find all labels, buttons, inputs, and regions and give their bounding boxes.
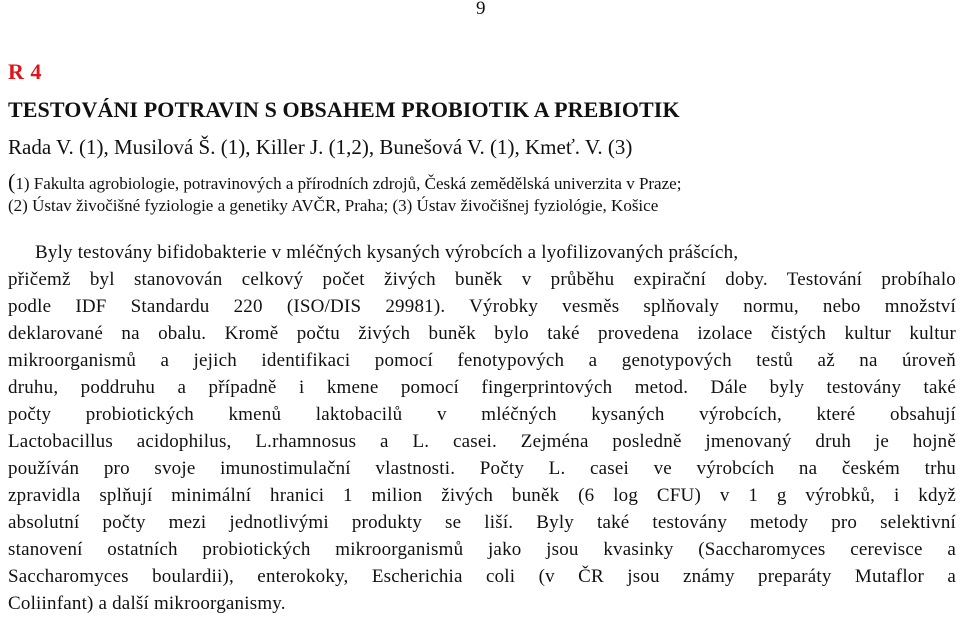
abstract-line: přičemž byl stanovován celkový počet živých buněk v průběhu expirační doby. Testování probíhalo bbox=[8, 269, 956, 290]
abstract-line: používán pro svoje imunostimulační vlastnosti. Počty L. casei ve výrobcích na českém trhu bbox=[8, 458, 956, 479]
abstract-line: podle IDF Standardu 220 (ISO/DIS 29981). Výrobky vesměs splňovaly normu, nebo množství bbox=[8, 296, 956, 317]
affiliation-line-2: (2) Ústav živočišné fyziologie a genetiky AVČR, Praha; (3) Ústav živočišnej fyziológie, Košice bbox=[8, 196, 659, 215]
abstract-line: druhu, poddruhu a případně i kmene pomocí fingerprintových metod. Dále byly testovány také bbox=[8, 377, 956, 398]
author-list: Rada V. (1), Musilová Š. (1), Killer J. (1,2), Bunešová V. (1), Kmeť. V. (3) bbox=[8, 135, 633, 159]
page-number: 9 bbox=[476, 0, 486, 19]
affiliation-line-1 bbox=[8, 169, 681, 195]
abstract-line-1: Byly testovány bifidobakterie v mléčných kysaných výrobcích a lyofilizovaných prášcích, bbox=[35, 242, 739, 263]
paper-title: TESTOVÁNI POTRAVIN S OBSAHEM PROBIOTIK A PREBIOTIK bbox=[8, 97, 680, 122]
abstract-line: počty probiotických kmenů laktobacilů v mléčných kysaných výrobcích, které obsahují bbox=[8, 404, 956, 425]
abstract-line: Saccharomyces boulardii), enterokoky, Escherichia coli (v ČR jsou známy preparáty Mutaflor a bbox=[8, 566, 956, 587]
affiliation-text-1: 1) Fakulta agrobiologie, potravinových a přírodních zdrojů, Česká zemědělská univerzita v Praze; bbox=[15, 174, 682, 193]
abstract-line: zpravidla splňují minimální hranici 1 milion živých buněk (6 log CFU) v 1 g výrobků, i když bbox=[8, 485, 956, 506]
abstract-line: deklarované na obalu. Kromě počtu živých buněk bylo také provedena izolace čistých kultur kultur bbox=[8, 323, 956, 344]
abstract-line: absolutní počty mezi jednotlivými produkty se liší. Byly také testovány metody pro selektivní bbox=[8, 512, 956, 533]
abstract-line: stanovení ostatních probiotických mikroorganismů jako jsou kvasinky (Saccharomyces cerevisce a bbox=[8, 539, 956, 560]
section-code: R 4 bbox=[8, 59, 42, 84]
abstract-line: Lactobacillus acidophilus, L.rhamnosus a L. casei. Zejména posledně jmenovaný druh je hojně bbox=[8, 431, 956, 452]
affiliation-paren: ( bbox=[8, 169, 16, 194]
abstract-line: mikroorganismů a jejich identifikaci pomocí fenotypových a genotypových testů až na úroveň bbox=[8, 350, 956, 371]
abstract-line-last: Coliinfant) a další mikroorganismy. bbox=[8, 593, 286, 614]
